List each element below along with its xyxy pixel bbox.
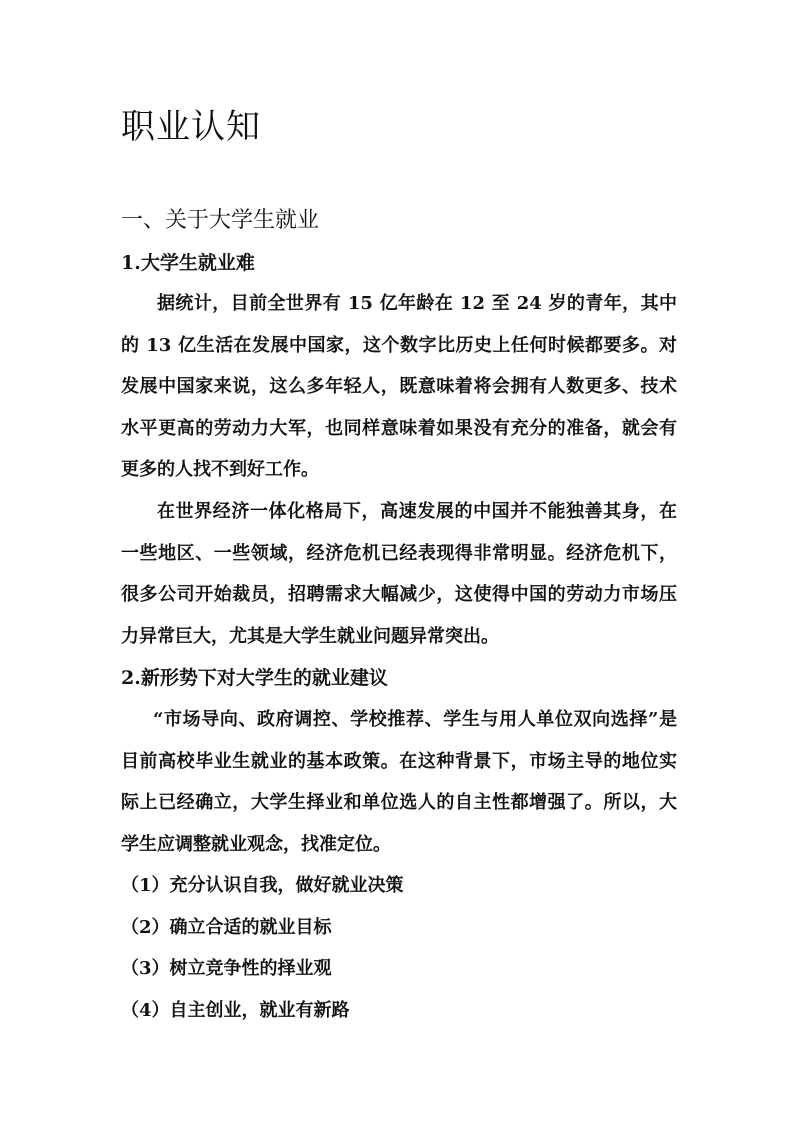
list-item-2: （2）确立合适的就业目标 <box>121 917 332 938</box>
subsection-heading-1: 1.大学生就业难 <box>121 252 255 274</box>
section-heading: 一、关于大学生就业 <box>121 208 320 233</box>
paragraph-employment-statistics: 据统计，目前全世界有 15 亿年龄在 12 至 24 岁的青年，其中的 13 亿生活在发展中国家，这个数字比历史上任何时候都要多。对发展中国家来说，这么多年轻人，既意味着将会拥有人数更多、技术水平更高的劳动力大军，也同样意味着如果没有充分的准备，就会有更多的人找不到好工作。 <box>121 293 677 480</box>
subsection-heading-2: 2.新形势下对大学生的就业建议 <box>121 667 388 689</box>
list-item-3: （3）树立竞争性的择业观 <box>121 958 332 979</box>
paragraph-economic-crisis: 在世界经济一体化格局下，高速发展的中国并不能独善其身，在一些地区、一些领域，经济危机已经表现得非常明显。经济危机下，很多公司开始裁员，招聘需求大幅减少，这使得中国的劳动力市场压力异常巨大，尤其是大学生就业问题异常突出。 <box>121 501 677 647</box>
list-item-1: （1）充分认识自我，做好就业决策 <box>121 875 404 896</box>
list-item-4: （4）自主创业，就业有新路 <box>121 1000 350 1021</box>
document-title: 职业认知 <box>121 107 261 147</box>
paragraph-employment-policy: “市场导向、政府调控、学校推荐、学生与用人单位双向选择”是目前高校毕业生就业的基本政策。在这种背景下，市场主导的地位实际上已经确立，大学生择业和单位选人的自主性都增强了。所以，大学生应调整就业观念，找准定位。 <box>121 709 677 855</box>
